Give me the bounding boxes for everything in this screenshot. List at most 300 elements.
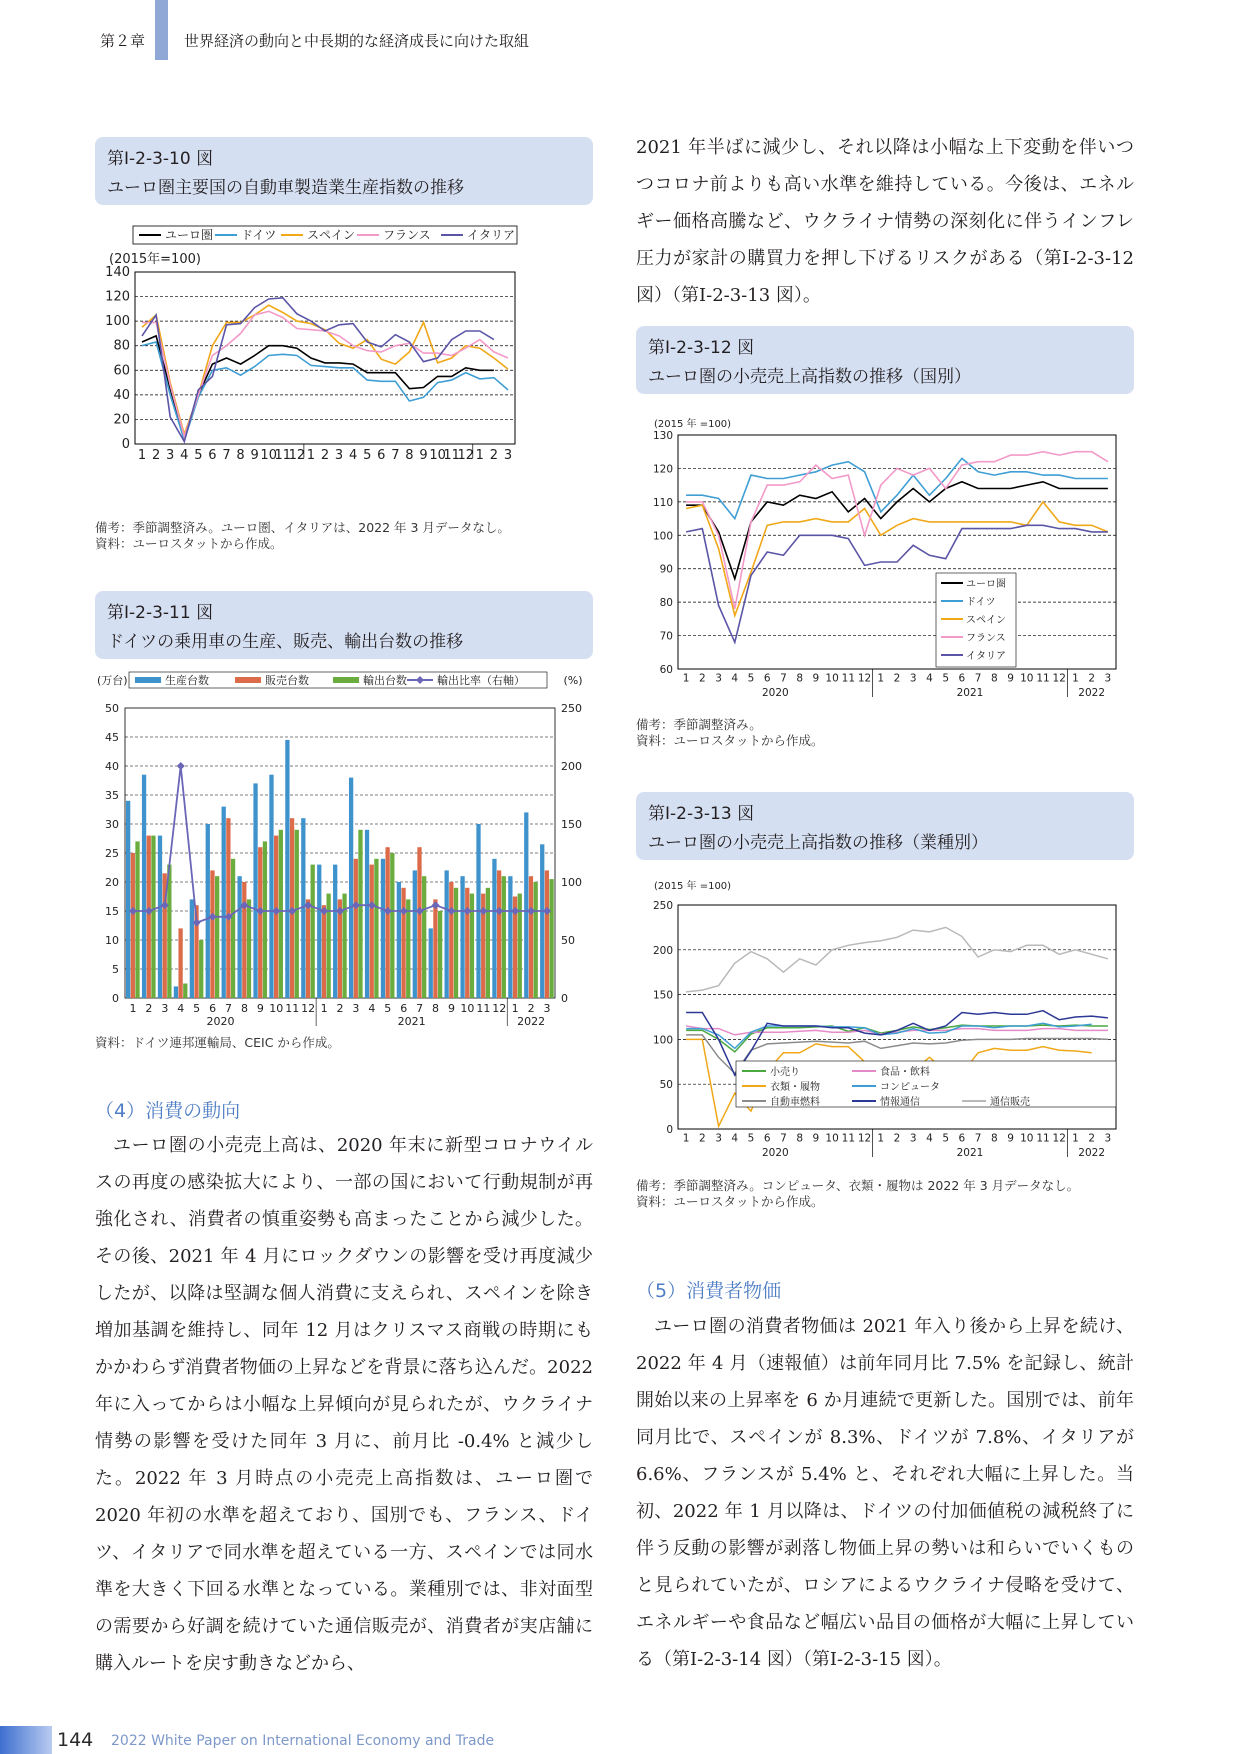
fig13-x-tick: 12 — [1052, 1132, 1066, 1145]
fig13-legend-label: 食品・飲料 — [880, 1067, 930, 1078]
fig11-x-tick: 10 — [269, 1002, 284, 1015]
fig11-bar-2 — [470, 894, 474, 998]
fig12-chart — [636, 411, 1134, 711]
page-footer — [0, 1726, 1241, 1754]
fig12-x-tick: 7 — [780, 672, 787, 685]
fig10-y-tick: 140 — [105, 265, 130, 280]
fig13-legend-label: 自動車燃料 — [770, 1097, 820, 1108]
fig11-x-tick: 2 — [527, 1002, 535, 1015]
fig11-bar-2 — [454, 888, 458, 998]
section4-text: ユーロ圏の小売売上高は、2020 年末に新型コロナウイルスの再度の感染拡大により、一部の国において行動規制が再強化され、消費者の慎重姿勢も高まったことから減少した。その後、2021 年 4 月にロックダウンの影響を受け再度減少したが、以降は堅調な個人消費に支えられ、スペインを除き増加基調を維持し、同年 12 月はクリスマス商戦の時期にもかかわらず消費者物価の上昇などを背景に落ち込んだ。2022 年に入ってからは小幅な上昇傾向が見られたが、ウクライナ情勢の影響を受けた同年 3 月に、前月比 -0.4% と減少した。2022 年 3 月時点の小売売上高指数は、ユーロ圏で 2020 年初の水準を超えており、国別でも、フランス、ドイツ、イタリアで同水準を超えている一方、スペインでは同水準を大きく下回る水準となっている。業種別では、非対面型の需要から好調を続けていた通信販売が、消費者が実店舗に購入ルートを戻す動きなどから、 — [95, 1135, 593, 1674]
fig10-legend-label: ドイツ — [241, 228, 277, 242]
fig10-x-tick: 12 — [457, 448, 475, 463]
fig11-bar-1 — [306, 899, 310, 998]
fig11-bar-0 — [269, 775, 273, 998]
fig11-bar-2 — [422, 876, 426, 998]
fig10-x-tick: 7 — [222, 448, 231, 463]
fig13-x-tick: 1 — [877, 1132, 885, 1145]
fig11-x-tick: 3 — [352, 1002, 360, 1015]
fig11-bar-1 — [178, 928, 182, 998]
fig13-x-tick: 11 — [1036, 1132, 1050, 1145]
fig10-legend-label: イタリア — [467, 228, 516, 242]
fig11-bar-0 — [413, 870, 417, 998]
fig12-legend-label: フランス — [966, 633, 1006, 644]
fig11-x-tick: 7 — [225, 1002, 233, 1015]
fig11-y-tick: 30 — [105, 818, 119, 831]
fig12-x-tick: 5 — [942, 672, 950, 685]
fig10-y-tick: 100 — [105, 314, 130, 330]
fig11-x-tick: 1 — [320, 1002, 328, 1015]
fig11-y2-tick: 200 — [561, 760, 582, 773]
fig12-legend-label: スペイン — [966, 615, 1006, 626]
fig11-bar-1 — [354, 859, 358, 998]
fig13-x-tick: 1 — [1072, 1132, 1079, 1145]
fig11-bar-0 — [524, 812, 528, 998]
fig11-bar-2 — [438, 911, 442, 998]
fig12-x-tick: 6 — [763, 672, 771, 685]
fig11-y2-tick: 100 — [561, 876, 582, 889]
fig10-x-tick: 5 — [194, 448, 203, 463]
fig12-unit-label: (2015 年 =100) — [654, 419, 732, 430]
fig11-bar-1 — [210, 870, 214, 998]
fig12-legend-label: ドイツ — [966, 597, 996, 608]
fig11-bar-2 — [199, 940, 203, 998]
fig10-x-tick: 4 — [180, 448, 189, 463]
fig10-series-line-2 — [142, 305, 508, 434]
fig12-x-tick: 3 — [715, 672, 722, 685]
fig13-x-tick: 1 — [682, 1132, 690, 1145]
fig11-x-group-label: 2022 — [517, 1015, 546, 1028]
fig10-x-tick: 5 — [363, 448, 372, 463]
fig11-bar-0 — [445, 870, 449, 998]
fig12-x-tick: 2 — [893, 672, 901, 685]
fig11-bar-1 — [274, 836, 278, 998]
fig11-bar-1 — [465, 888, 469, 998]
section4-heading: （4）消費の動向 — [95, 1100, 241, 1122]
fig10-notes — [95, 520, 510, 552]
fig13-caption — [636, 792, 1134, 860]
fig13-x-tick: 5 — [747, 1132, 755, 1145]
fig13-x-tick: 3 — [715, 1132, 722, 1145]
fig10-x-tick: 1 — [306, 448, 316, 463]
fig10-x-tick: 1 — [137, 448, 147, 463]
fig10-y-tick: 0 — [121, 437, 130, 452]
fig11-x-tick: 1 — [511, 1002, 519, 1015]
fig13-source: 資料：ユーロスタットから作成。 — [636, 1194, 824, 1209]
fig11-x-tick: 11 — [476, 1002, 491, 1015]
fig11-y-tick: 0 — [112, 992, 119, 1005]
right-top-text: 2021 年半ばに減少し、それ以降は小幅な上下変動を伴いつつコロナ前よりも高い水準を維持している。今後は、エネルギー価格高騰など、ウクライナ情勢の深刻化に伴うインフレ圧力が家計の購買力を押し下げるリスクがある（第Ⅰ-2-3-12 図）（第Ⅰ-2-3-13 図）。 — [636, 137, 1134, 306]
fig12-x-tick: 8 — [796, 672, 804, 685]
fig12-series-line-4 — [686, 525, 1108, 642]
chapter-label: 第２章 — [100, 32, 146, 50]
fig10-x-tick: 9 — [250, 448, 259, 463]
fig12-title: ユーロ圏の小売売上高指数の推移（国別） — [648, 367, 971, 387]
fig13-chart — [636, 873, 1134, 1173]
fig11-number: 第Ⅰ-2-3-11 図 — [107, 603, 214, 623]
fig11-bar-1 — [449, 882, 453, 998]
fig12-x-tick: 11 — [1036, 672, 1050, 685]
fig11-bar-0 — [429, 928, 433, 998]
fig11-bar-1 — [370, 865, 374, 998]
fig10-legend-label: スペイン — [307, 228, 356, 242]
footer-accent — [0, 1726, 52, 1754]
fig11-legend-label: 輸出台数 — [363, 674, 407, 687]
fig12-x-tick: 12 — [857, 672, 872, 685]
fig11-x-tick: 8 — [240, 1002, 248, 1015]
fig11-bar-1 — [433, 899, 437, 998]
fig11-bar-2 — [374, 859, 378, 998]
fig13-y-tick: 50 — [659, 1079, 673, 1092]
fig11-x-tick: 2 — [145, 1002, 153, 1015]
fig11-caption — [95, 591, 593, 659]
fig10-x-tick: 2 — [320, 448, 330, 463]
fig10-y-tick: 80 — [113, 338, 130, 354]
fig11-legend-label: 販売台数 — [265, 674, 309, 687]
fig10-caption — [95, 137, 593, 205]
chapter-title: 世界経済の動向と中長期的な経済成長に向けた取組 — [184, 32, 530, 50]
fig11-legend-swatch — [333, 677, 359, 683]
fig11-bar-1 — [322, 905, 326, 998]
fig13-note: 備考：季節調整済み。コンピュータ、衣類・履物は 2022 年 3 月データなし。 — [636, 1178, 1080, 1193]
fig11-bar-0 — [349, 778, 353, 998]
fig11-y2-tick: 150 — [561, 818, 582, 831]
fig13-x-tick: 7 — [780, 1132, 787, 1145]
fig10-legend-label: ユーロ圏 — [165, 228, 214, 242]
fig11-bar-2 — [549, 879, 553, 998]
fig10-x-tick: 6 — [377, 448, 386, 463]
section5-heading: （5）消費者物価 — [636, 1280, 782, 1302]
fig10-unit-label: (2015年=100) — [109, 252, 201, 267]
fig13-notes — [636, 1178, 1079, 1210]
fig11-bar-0 — [381, 859, 385, 998]
fig10-note: 備考：季節調整済み。ユーロ圏、イタリアは、2022 年 3 月データなし。 — [95, 520, 510, 535]
fig11-x-tick: 9 — [256, 1002, 264, 1015]
fig11-bar-1 — [258, 847, 262, 998]
fig10-x-tick: 10 — [429, 448, 446, 463]
fig10-y-tick: 20 — [113, 412, 130, 428]
fig10-title: ユーロ圏主要国の自動車製造業生産指数の推移 — [107, 178, 464, 198]
fig11-bar-1 — [226, 818, 230, 998]
fig13-title: ユーロ圏の小売売上高指数の推移（業種別） — [648, 833, 988, 853]
fig13-y-tick: 0 — [666, 1124, 673, 1136]
fig12-x-tick: 1 — [682, 672, 690, 685]
fig11-x-tick: 8 — [432, 1002, 440, 1015]
fig10-legend-label: フランス — [383, 228, 431, 242]
fig12-x-tick: 9 — [812, 672, 820, 685]
fig13-x-tick: 2 — [1088, 1132, 1096, 1145]
fig11-bar-1 — [131, 853, 135, 998]
fig11-x-tick: 1 — [129, 1002, 137, 1015]
fig11-bar-2 — [486, 888, 490, 998]
fig13-x-tick: 7 — [974, 1132, 982, 1145]
fig11-title: ドイツの乗用車の生産、販売、輸出台数の推移 — [107, 632, 464, 652]
fig11-legend-label: 輸出比率（右軸） — [437, 674, 525, 687]
fig11-y-tick: 40 — [105, 760, 119, 773]
fig13-x-tick: 5 — [942, 1132, 950, 1145]
fig10-x-tick: 3 — [503, 448, 513, 463]
fig11-bar-0 — [492, 859, 496, 998]
fig11-bar-0 — [333, 865, 337, 998]
fig13-x-tick: 4 — [926, 1132, 933, 1145]
fig11-bar-0 — [126, 801, 130, 998]
fig12-number: 第Ⅰ-2-3-12 図 — [648, 338, 755, 358]
fig11-bar-2 — [135, 841, 139, 998]
fig11-bar-0 — [508, 876, 512, 998]
fig11-y-tick: 5 — [112, 963, 119, 976]
fig12-x-tick: 5 — [747, 672, 755, 685]
fig11-x-tick: 7 — [416, 1002, 424, 1015]
fig13-legend-label: 情報通信 — [880, 1097, 920, 1108]
fig11-bar-2 — [534, 882, 538, 998]
fig11-unit-right: (%) — [563, 674, 583, 687]
fig13-y-tick: 200 — [652, 944, 673, 957]
fig12-x-tick: 4 — [731, 672, 739, 685]
fig13-series-line-6 — [686, 927, 1108, 992]
fig11-x-tick: 5 — [384, 1002, 392, 1015]
fig11-bar-0 — [365, 830, 369, 998]
fig13-x-tick: 12 — [857, 1132, 872, 1145]
fig13-x-tick: 8 — [796, 1132, 804, 1145]
fig11-bar-0 — [285, 740, 289, 998]
fig11-bar-1 — [417, 847, 421, 998]
fig11-bar-2 — [406, 899, 410, 998]
fig12-x-tick: 2 — [698, 672, 706, 685]
fig12-x-group-label: 2022 — [1078, 687, 1106, 699]
fig12-x-tick: 3 — [1104, 672, 1112, 685]
fig13-x-group-label: 2021 — [956, 1147, 984, 1159]
fig12-y-tick: 120 — [652, 463, 673, 476]
fig13-x-tick: 8 — [990, 1132, 998, 1145]
fig10-y-tick: 60 — [113, 363, 130, 379]
header-accent-bar — [155, 0, 168, 60]
fig11-y-tick: 20 — [105, 876, 119, 889]
fig11-y-tick: 35 — [105, 789, 119, 802]
fig12-x-tick: 1 — [1072, 672, 1079, 685]
fig11-y-tick: 50 — [105, 702, 119, 715]
fig13-x-group-label: 2020 — [761, 1147, 789, 1159]
fig10-x-tick: 9 — [419, 448, 428, 463]
fig12-plot-frame — [678, 435, 1116, 669]
fig11-bar-0 — [190, 899, 194, 998]
fig12-note: 備考：季節調整済み。 — [636, 717, 762, 732]
fig10-x-tick: 11 — [443, 448, 460, 463]
fig13-x-tick: 3 — [909, 1132, 917, 1145]
fig11-bar-1 — [529, 876, 533, 998]
fig11-x-tick: 12 — [492, 1002, 507, 1015]
fig12-x-tick: 10 — [1020, 672, 1034, 685]
fig10-x-tick: 1 — [475, 448, 484, 463]
fig10-x-tick: 11 — [274, 448, 292, 463]
fig13-x-group-label: 2022 — [1078, 1147, 1106, 1159]
fig13-x-tick: 6 — [958, 1132, 966, 1145]
fig10-chart — [95, 222, 593, 522]
fig11-x-tick: 5 — [193, 1002, 201, 1015]
fig11-y-tick: 25 — [105, 847, 119, 860]
fig11-bar-2 — [326, 894, 330, 998]
fig12-x-tick: 12 — [1052, 672, 1066, 685]
fig11-chart — [95, 668, 593, 1032]
fig12-source: 資料：ユーロスタットから作成。 — [636, 733, 824, 748]
fig11-bar-2 — [502, 876, 506, 998]
fig12-x-group-label: 2021 — [956, 687, 984, 699]
fig12-series-line-2 — [686, 502, 1108, 616]
fig13-legend-label: 小売り — [770, 1067, 800, 1078]
fig12-y-tick: 60 — [659, 664, 673, 676]
fig11-bar-2 — [311, 865, 315, 998]
fig12-y-tick: 70 — [659, 630, 673, 643]
fig11-bar-2 — [358, 830, 362, 998]
fig10-series-line-4 — [142, 298, 494, 442]
fig12-series-line-1 — [686, 458, 1108, 518]
fig10-y-tick: 40 — [113, 387, 130, 403]
fig12-x-tick: 8 — [990, 672, 998, 685]
fig11-legend-swatch — [235, 677, 261, 683]
fig13-x-tick: 2 — [698, 1132, 706, 1145]
fig11-x-tick: 6 — [209, 1002, 217, 1015]
fig13-y-tick: 250 — [652, 900, 673, 912]
fig11-y-tick: 10 — [105, 934, 119, 947]
fig10-x-tick: 12 — [288, 448, 306, 463]
fig10-x-tick: 2 — [151, 448, 161, 463]
fig11-y-tick: 45 — [105, 731, 119, 744]
fig11-x-tick: 3 — [543, 1002, 551, 1015]
fig11-x-tick: 9 — [447, 1002, 455, 1015]
fig13-x-tick: 4 — [731, 1132, 739, 1145]
fig11-bar-0 — [317, 865, 321, 998]
fig13-x-tick: 6 — [763, 1132, 771, 1145]
fig13-legend-label: 衣類・履物 — [770, 1082, 820, 1093]
fig11-x-tick: 11 — [285, 1002, 300, 1015]
fig11-unit-left: (万台) — [97, 674, 128, 687]
fig11-y2-tick: 50 — [561, 934, 575, 947]
fig10-x-tick: 8 — [236, 448, 245, 463]
fig12-x-tick: 6 — [958, 672, 966, 685]
fig11-bar-1 — [147, 836, 151, 998]
fig12-x-tick: 7 — [974, 672, 982, 685]
fig11-x-tick: 10 — [460, 1002, 475, 1015]
fig11-bar-1 — [242, 882, 246, 998]
fig12-y-tick: 90 — [659, 563, 673, 576]
fig11-legend-label: 生産台数 — [165, 674, 209, 687]
fig13-x-tick: 2 — [893, 1132, 901, 1145]
fig13-x-tick: 10 — [1020, 1132, 1034, 1145]
fig11-bar-0 — [397, 882, 401, 998]
fig12-legend-label: ユーロ圏 — [966, 579, 1006, 590]
fig13-legend-label: コンピュータ — [880, 1082, 940, 1093]
fig11-bar-0 — [142, 775, 146, 998]
fig10-source: 資料：ユーロスタットから作成。 — [95, 536, 283, 551]
fig11-y2-tick: 250 — [561, 702, 582, 715]
fig11-bar-0 — [222, 807, 226, 998]
fig13-x-tick: 11 — [841, 1132, 856, 1145]
fig12-y-tick: 80 — [659, 597, 673, 610]
fig11-x-tick: 4 — [177, 1002, 185, 1015]
fig11-bar-1 — [497, 870, 501, 998]
fig11-bar-1 — [545, 870, 549, 998]
fig12-x-tick: 11 — [841, 672, 856, 685]
fig11-bar-0 — [540, 844, 544, 998]
fig10-x-tick: 4 — [349, 448, 358, 463]
fig13-x-tick: 10 — [825, 1132, 839, 1145]
fig11-bar-1 — [401, 888, 405, 998]
fig12-y-tick: 100 — [652, 530, 673, 543]
fig12-x-tick: 1 — [877, 672, 885, 685]
fig10-number: 第Ⅰ-2-3-10 図 — [107, 149, 214, 169]
fig12-x-tick: 3 — [909, 672, 917, 685]
fig11-x-tick: 4 — [368, 1002, 376, 1015]
fig11-bar-2 — [247, 899, 251, 998]
fig13-x-tick: 9 — [812, 1132, 820, 1145]
fig12-notes — [636, 717, 824, 749]
fig13-series-line-3 — [686, 1023, 1092, 1048]
fig12-x-group-label: 2020 — [761, 687, 789, 699]
fig10-x-tick: 2 — [489, 448, 499, 463]
section5-text: ユーロ圏の消費者物価は 2021 年入り後から上昇を続け、2022 年 4 月（速報値）は前年同月比 7.5% を記録し、統計開始以来の上昇率を 6 か月連続で更新した。国別では、前年同月比で、スペインが 8.3%、ドイツが 7.8%、イタリアが 6.6%、フランスが 5.4% と、それぞれ大幅に上昇した。当初、2022 年 1 月以降は、ドイツの付加価値税の減税終了に伴う反動の影響が剥落し物価上昇の勢いは和らいでいくものと見られていたが、ロシアによるウクライナ侵略を受けて、エネルギーや食品など幅広い品目の価格が大幅に上昇している（第Ⅰ-2-3-14 図）（第Ⅰ-2-3-15 図）。 — [636, 1316, 1134, 1670]
fig11-bar-0 — [174, 986, 178, 998]
fig10-x-tick: 6 — [208, 448, 217, 463]
fig11-legend-swatch — [135, 677, 161, 683]
fig13-x-tick: 9 — [1007, 1132, 1014, 1145]
page-header — [0, 0, 1241, 96]
fig11-bar-0 — [253, 783, 257, 998]
fig11-bar-0 — [158, 836, 162, 998]
fig11-ratio-marker — [177, 762, 185, 770]
fig12-x-tick: 9 — [1007, 672, 1014, 685]
fig11-x-group-label: 2020 — [206, 1015, 235, 1028]
fig13-legend-label: 通信販売 — [990, 1097, 1030, 1108]
fig10-series-line-0 — [142, 336, 494, 438]
fig11-x-tick: 6 — [400, 1002, 408, 1015]
fig10-x-tick: 8 — [405, 448, 414, 463]
fig10-x-tick: 10 — [260, 448, 277, 463]
fig10-y-tick: 120 — [105, 289, 130, 305]
fig11-x-tick: 12 — [301, 1002, 316, 1015]
fig12-x-tick: 10 — [825, 672, 839, 685]
fig11-y-tick: 15 — [105, 905, 119, 918]
fig11-notes — [95, 1035, 340, 1051]
fig10-x-tick: 3 — [334, 448, 344, 463]
fig11-x-tick: 3 — [161, 1002, 169, 1015]
fig11-bar-2 — [263, 841, 267, 998]
fig12-x-tick: 2 — [1088, 672, 1096, 685]
fig11-x-group-label: 2021 — [397, 1015, 426, 1028]
fig13-y-tick: 150 — [652, 989, 673, 1002]
fig11-source: 資料：ドイツ連邦運輸局、CEIC から作成。 — [95, 1035, 340, 1050]
fig10-x-tick: 3 — [166, 448, 175, 463]
fig11-bar-0 — [237, 876, 241, 998]
fig11-bar-2 — [279, 830, 283, 998]
fig11-bar-1 — [385, 847, 389, 998]
fig11-x-tick: 2 — [336, 1002, 344, 1015]
fig11-bar-0 — [206, 824, 210, 998]
fig13-unit-label: (2015 年 =100) — [654, 881, 732, 892]
fig11-bar-2 — [231, 859, 235, 998]
fig12-y-tick: 130 — [652, 430, 673, 442]
fig13-x-tick: 3 — [1104, 1132, 1112, 1145]
fig11-bar-2 — [295, 830, 299, 998]
footer-title: 2022 White Paper on International Economy and Trade — [111, 1733, 495, 1749]
fig12-caption — [636, 326, 1134, 394]
fig11-bar-2 — [183, 984, 187, 999]
fig11-y2-tick: 0 — [561, 992, 568, 1005]
fig11-bar-2 — [151, 836, 155, 998]
fig11-bar-2 — [390, 853, 394, 998]
fig10-x-tick: 7 — [391, 448, 400, 463]
fig11-bar-0 — [460, 876, 464, 998]
fig11-ratio-marker — [432, 901, 440, 909]
fig12-legend-label: イタリア — [966, 651, 1006, 662]
